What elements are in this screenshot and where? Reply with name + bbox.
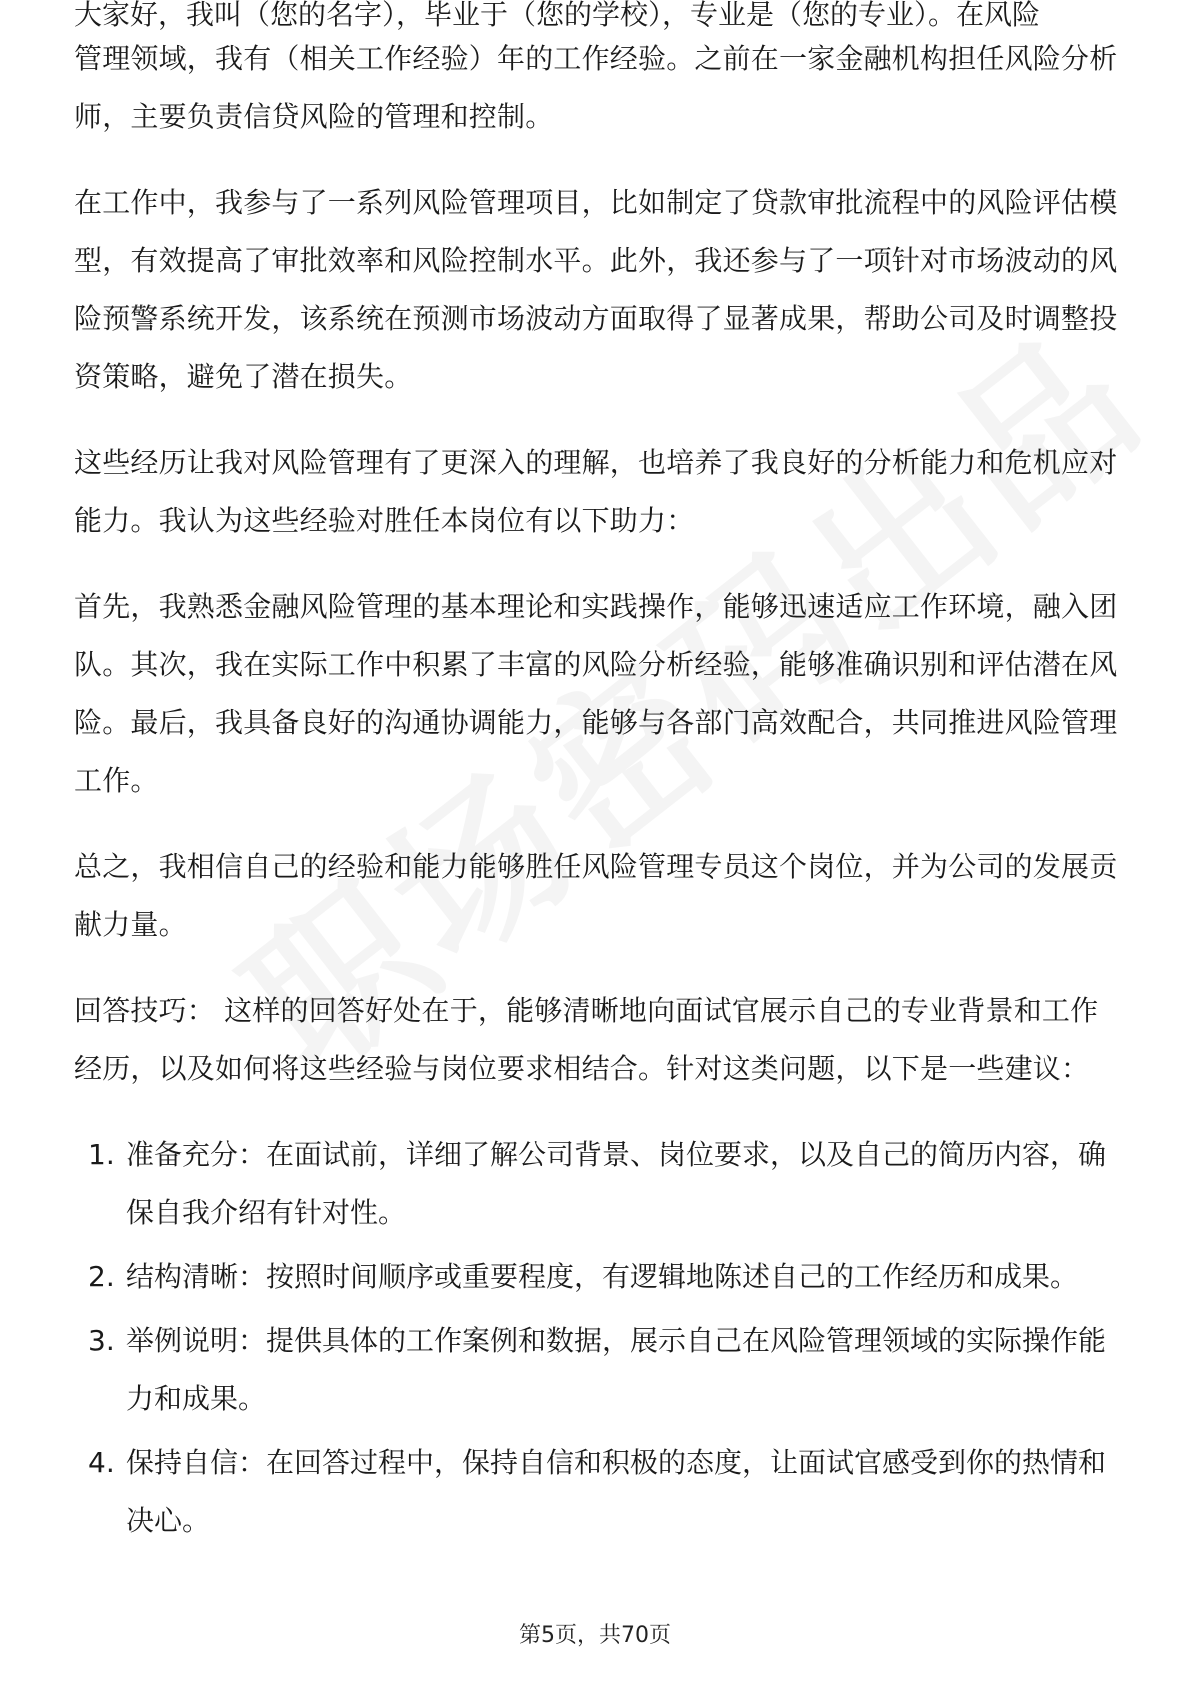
list-item	[74, 1434, 1124, 1550]
paragraph-projects: 在工作中，我参与了一系列风险管理项目，比如制定了贷款审批流程中的风险评估模型，有效提高了审批效率和风险控制水平。此外，我还参与了一项针对市场波动的风险预警系统开发，该系统在预测市场波动方面取得了显著成果，帮助公司及时调整投资策略，避免了潜在损失。	[74, 186, 1118, 393]
list-number: 3.	[88, 1324, 115, 1357]
list-item-text: 保持自信：在回答过程中，保持自信和积极的态度，让面试官感受到你的热情和决心。	[126, 1446, 1107, 1537]
list-number: 2.	[88, 1260, 115, 1293]
paragraph-strengths: 首先，我熟悉金融风险管理的基本理论和实践操作，能够迅速适应工作环境，融入团队。其次，我在实际工作中积累了丰富的风险分析经验，能够准确识别和评估潜在风险。最后，我具备良好的沟通协调能力，能够与各部门高效配合，共同推进风险管理工作。	[74, 590, 1118, 797]
paragraph-conclusion: 总之，我相信自己的经验和能力能够胜任风险管理专员这个岗位，并为公司的发展贡献力量。	[74, 850, 1118, 941]
paragraph-understanding: 这些经历让我对风险管理有了更深入的理解，也培养了我良好的分析能力和危机应对能力。我认为这些经验对胜任本岗位有以下助力：	[74, 446, 1118, 537]
document-body	[74, 0, 1124, 1550]
cut-off-line: 大家好，我叫（您的名字），毕业于（您的学校），专业是（您的专业）。在风险	[74, 0, 1041, 30]
list-item	[74, 1126, 1124, 1242]
list-number: 1.	[88, 1138, 115, 1171]
tips-list	[74, 1126, 1124, 1550]
list-item-text: 准备充分：在面试前，详细了解公司背景、岗位要求，以及自己的简历内容，确保自我介绍有针对性。	[126, 1138, 1107, 1229]
list-item-text: 举例说明：提供具体的工作案例和数据，展示自己在风险管理领域的实际操作能力和成果。	[126, 1324, 1107, 1415]
list-item	[74, 1248, 1124, 1306]
list-item-text: 结构清晰：按照时间顺序或重要程度，有逻辑地陈述自己的工作经历和成果。	[126, 1260, 1079, 1293]
paragraph-experience: 管理领域，我有（相关工作经验）年的工作经验。之前在一家金融机构担任风险分析师，主要负责信贷风险的管理和控制。	[74, 42, 1118, 133]
page-footer: 第5页，共70页	[519, 1623, 671, 1648]
list-number: 4.	[88, 1446, 115, 1479]
list-item	[74, 1312, 1124, 1428]
paragraph-answer-tips: 回答技巧： 这样的回答好处在于，能够清晰地向面试官展示自己的专业背景和工作经历，以及如何将这些经验与岗位要求相结合。针对这类问题，以下是一些建议：	[74, 994, 1099, 1085]
